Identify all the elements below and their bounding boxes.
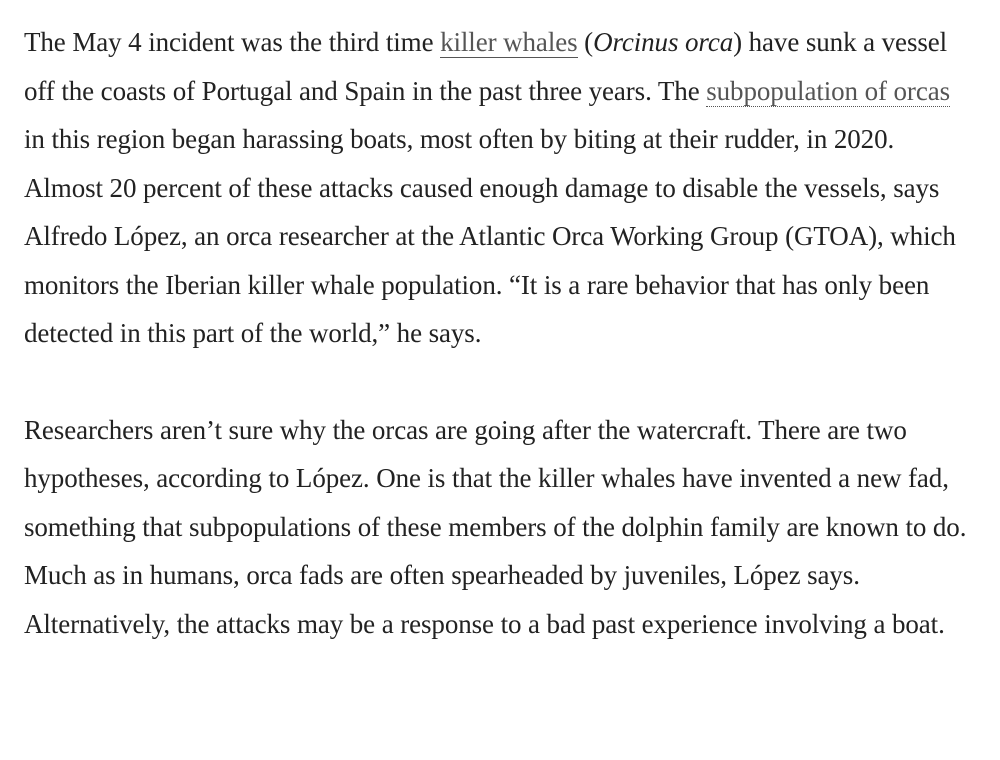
paragraph-1-text-2: ( (577, 27, 594, 57)
paragraph-1-text-3: ) have sunk a vessel off the coasts of Portugal and Spain in the past three years. The (24, 27, 948, 106)
species-name: Orcinus orca (593, 27, 734, 57)
paragraph-1-text-4: in this region began harassing boats, most often by biting at their rudder, in 2020. Almost 20 percent of these attacks caused enough damage to disable the vessels, says Alfredo López, an orca researcher at the Atlantic Orca Working Group (GTOA), which monitors the Iberian killer whale population. “It is a rare behavior that has only been detected in this part of the world,” he says. (24, 124, 956, 348)
subpopulation-of-orcas-link[interactable]: subpopulation of orcas (706, 75, 950, 106)
killer-whales-link[interactable]: killer whales (440, 27, 578, 57)
paragraph-1-text-1: The May 4 incident was the third time (24, 27, 441, 57)
paragraph-1 (24, 18, 976, 358)
paragraph-2: Researchers aren’t sure why the orcas are going after the watercraft. There are two hypotheses, according to López. One is that the killer whales have invented a new fad, something that subpopulations of these members of the dolphin family are known to do. Much as in humans, orca fads are often spearheaded by juveniles, López says. Alternatively, the attacks may be a response to a bad past experience involving a boat. (24, 414, 967, 639)
